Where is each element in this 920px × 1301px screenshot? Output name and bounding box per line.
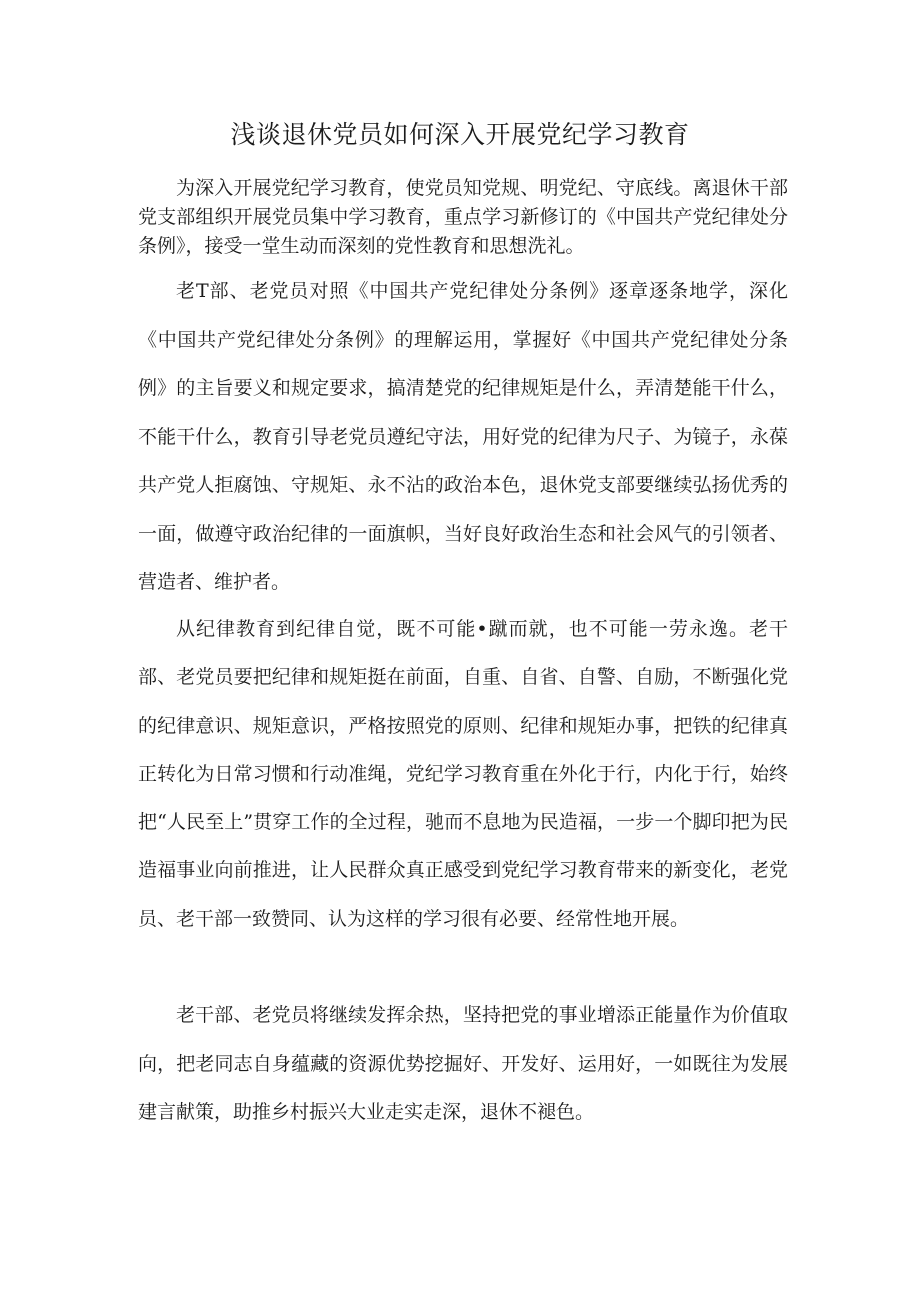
paragraph-intro: 为深入开展党纪学习教育，使党员知党规、明党纪、守底线。离退休干部党支部组织开展党员集中学习教育，重点学习新修订的《中国共产党纪律处分条例》，接受一堂生动而深刻的党性教育和思想洗礼。	[138, 177, 788, 257]
paragraph-closing: 老干部、老党员将继续发挥余热，坚持把党的事业增添正能量作为价值取向，把老同志自身蕴藏的资源优势挖掘好、开发好、运用好，一如既往为发展建言献策，助推乡村振兴大业走实走深，退休不褪色。	[138, 1004, 788, 1123]
document-title: 浅谈退休党员如何深入开展党纪学习教育	[230, 120, 690, 149]
paragraph-study: 老T部、老党员对照《中国共产党纪律处分条例》逐章逐条地学，深化《中国共产党纪律处分条例》的理解运用，掌握好《中国共产党纪律处分条例》的主旨要义和规定要求，搞清楚党的纪律规矩是什么，弄清楚能干什么，不能干什么，教育引导老党员遵纪守法，用好党的纪律为尺子、为镜子，永葆共产党人拒腐蚀、守规矩、永不沾的政治本色，退休党支部要继续弘扬优秀的一面，做遵守政治纪律的一面旗帜，当好良好政治生态和社会风气的引领者、营造者、维护者。	[138, 280, 788, 593]
paragraph-discipline: 从纪律教育到纪律自觉，既不可能•蹴而就，也不可能一劳永逸。老干部、老党员要把纪律和规矩挺在前面，自重、自省、自警、自励，不断强化党的纪律意识、规矩意识，严格按照党的原则、纪律和规矩办事，把铁的纪律真正转化为日常习惯和行动准绳，党纪学习教育重在外化于行，内化于行，始终把“人民至上”贯穿工作的全过程，驰而不息地为民造福，一步一个脚印把为民造福事业向前推进，让人民群众真正感受到党纪学习教育带来的新变化，老党员、老干部一致赞同、认为这样的学习很有必要、经常性地开展。	[138, 618, 788, 930]
